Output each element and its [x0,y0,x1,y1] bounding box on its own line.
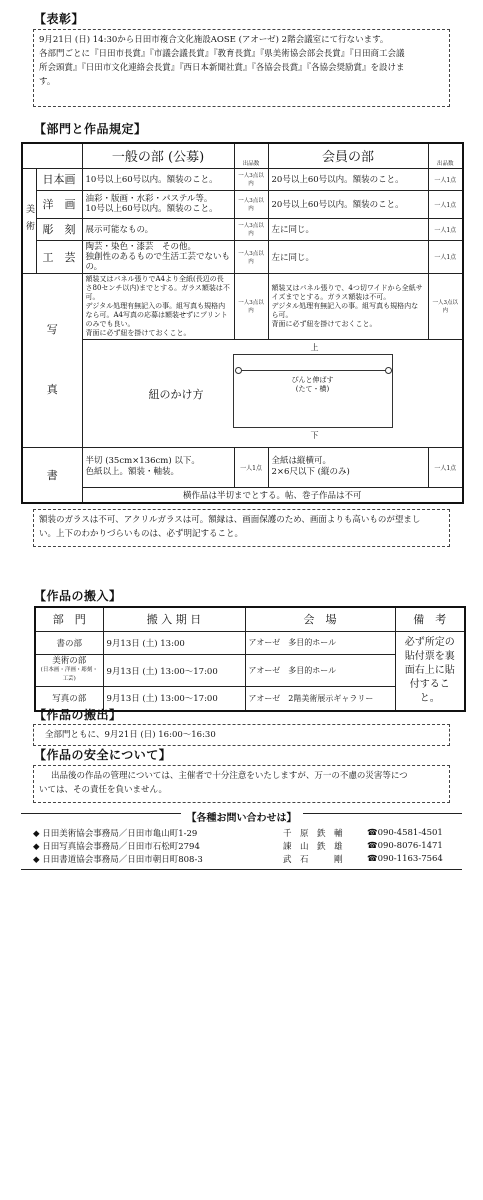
award-heading: 【表彰】 [34,12,85,26]
contact-bottom-divider [21,869,462,870]
calligraphy-member-count: 一人1点 [428,447,463,487]
contact-org: ◆ 日田書道協会事務局／日田市朝日町808-3 [33,854,203,865]
hook-left-icon [235,367,242,374]
string-diagram [82,339,463,447]
safety-line: 出品後の作品の管理については、主催者で十分注意をいたしますが、万一の不慮の災害等につ [51,771,408,781]
photo-label: 写 真 [22,273,82,447]
contact-row [33,852,453,865]
safety-box [33,765,450,803]
general-rule: 展示可能なもの。 [82,218,234,240]
col-header: 会 場 [245,607,395,631]
general-rule: 陶芸・染色・漆芸 その他。 独創性のあるもので生活工芸でないもの。 [82,240,234,273]
member-count: 一人1点 [428,190,463,218]
photo-general-count: 一人3点以内 [234,273,268,339]
venue-cell: アオーゼ 多目的ホール [245,655,395,687]
bottom-label: 下 [310,430,319,440]
photo-member-rule: 額装又はパネル張りで、4つ切ワイドから全紙サイズまでとする。ガラス額装は不可。 デジタル処理有無記入の事。組写真も規格内なら可。 背面に必ず紐を掛けておくこと。 [268,273,428,339]
member-count-header: 出品数 [428,143,463,168]
safety-line: いては、その責任を負いません。 [39,785,168,795]
contact-row [33,826,453,839]
dept-cell: 書の部 [35,631,103,655]
member-rule: 左に同じ。 [268,240,428,273]
removal-text: 全部門ともに、9月21日 (日) 16:00〜16:30 [45,730,216,740]
general-count: 一人3点以内 [234,240,268,273]
delivery-note: 必ず所定の貼付票を裏面右上に貼付すること。 [395,631,465,711]
calligraphy-label: 書 [22,447,82,503]
dept-cell: 美術の部 (日本画・洋画・彫刻・工芸) [35,655,103,687]
contact-heading: 【各種お問い合わせは】 [181,813,303,824]
contact-person: 諌 山 鉄 雄 [283,841,343,852]
general-count: 一人3点以内 [234,190,268,218]
col-header: 部 門 [35,607,103,631]
general-count: 一人3点以内 [234,218,268,240]
general-count: 一人3点以内 [234,168,268,190]
member-header: 会員の部 [268,143,428,168]
top-label: 上 [310,342,319,352]
dept-name: 日本画 [36,168,82,190]
bijutsu-label: 美術 [22,168,36,273]
member-rule: 左に同じ。 [268,218,428,240]
award-line: 所会頭賞』『日田市文化連絡会長賞』『西日本新聞社賞』『各協会長賞』『各協会奨励賞』を設けま [39,63,405,73]
calligraphy-member-rule: 全紙は縦横可。 2×6尺以下 (縦のみ) [268,447,428,487]
contact-tel[interactable]: ☎090-8076-1471 [367,840,443,851]
contact-person: 武 石 剛 [283,854,343,865]
award-line: す。 [39,77,56,87]
string-label: 紐のかけ方 [148,387,204,401]
venue-cell: アオーゼ 多目的ホール [245,631,395,655]
tension-note: ぴんと伸ばす (たて・横) [291,375,334,393]
calligraphy-general-count: 一人1点 [234,447,268,487]
member-rule: 20号以上60号以内。額装のこと。 [268,168,428,190]
delivery-heading: 【作品の搬入】 [34,589,122,603]
date-cell: 9月13日 (土) 13:00〜17:00 [103,655,245,687]
member-count: 一人1点 [428,218,463,240]
glass-note-line: 額装のガラスは不可、アクリルガラスは可。額縁は、画面保護のため、画面よりも高いものが望まし [39,515,421,525]
award-box [33,29,450,107]
general-header: 一般の部 (公募) [82,143,234,168]
photo-member-count: 一人3点以内 [428,273,463,339]
contact-list [33,826,453,865]
date-cell: 9月13日 (土) 13:00 [103,631,245,655]
contact-row [33,839,453,852]
contact-org: ◆ 日田写真協会事務局／日田市石松町2794 [33,841,200,852]
glass-note-line: い。上下のわかりづらいものは、必ず明記すること。 [39,529,244,539]
award-line: 9月21日 (日) 14:30から日田市複合文化施設AOSE (アオーゼ) 2階会議室にて行ないます。 [39,35,389,45]
rules-table [21,142,464,504]
col-header: 備 考 [395,607,465,631]
glass-note-box [33,509,450,547]
photo-general-rule: 額装又はパネル張りでA4より全紙(長辺の長さ80センチ以内)までとする。ガラス額装は不可。 デジタル処理有無記入の事。組写真も規格内なら可。A4写真の応募は額装せずにプリントのみでも良い。 背面に必ず紐を掛けておくこと。 [82,273,234,339]
calligraphy-note: 横作品は半切までとする。帖、巻子作品は不可 [82,487,463,503]
removal-box [33,724,450,746]
delivery-table [34,606,466,712]
contact-tel[interactable]: ☎090-4581-4501 [367,827,443,838]
contact-tel[interactable]: ☎090-1163-7564 [367,853,443,864]
dept-name: 工 芸 [36,240,82,273]
calligraphy-general-rule: 半切 (35cm×136cm) 以下。 色紙以上。額装・軸装。 [82,447,234,487]
dept-cell: 写真の部 [35,687,103,711]
member-count: 一人1点 [428,168,463,190]
string-line [238,370,386,371]
dept-name: 彫 刻 [36,218,82,240]
award-line: 各部門ごとに『日田市長賞』『市議会議長賞』『教育長賞』『県美術協会部会長賞』『日田商工会議 [39,49,405,59]
general-rule: 油彩・版画・水彩・パステル等。 10号以上60号以内。額装のこと。 [82,190,234,218]
contact-person: 千 原 鉄 輔 [283,828,343,839]
safety-heading: 【作品の安全について】 [34,748,172,762]
venue-cell: アオーゼ 2階美術展示ギャラリー [245,687,395,711]
contact-heading-wrap [21,809,462,824]
dept-name: 洋 画 [36,190,82,218]
col-header: 搬 入 期 日 [103,607,245,631]
general-count-header: 出品数 [234,143,268,168]
contact-org: ◆ 日田美術協会事務局／日田市亀山町1-29 [33,828,198,839]
hook-right-icon [385,367,392,374]
removal-heading: 【作品の搬出】 [34,708,122,722]
general-rule: 10号以上60号以内。額装のこと。 [82,168,234,190]
member-rule: 20号以上60号以内。額装のこと。 [268,190,428,218]
rules-corner [22,143,82,168]
date-cell: 9月13日 (土) 13:00〜17:00 [103,687,245,711]
rules-heading: 【部門と作品規定】 [34,122,147,136]
member-count: 一人1点 [428,240,463,273]
